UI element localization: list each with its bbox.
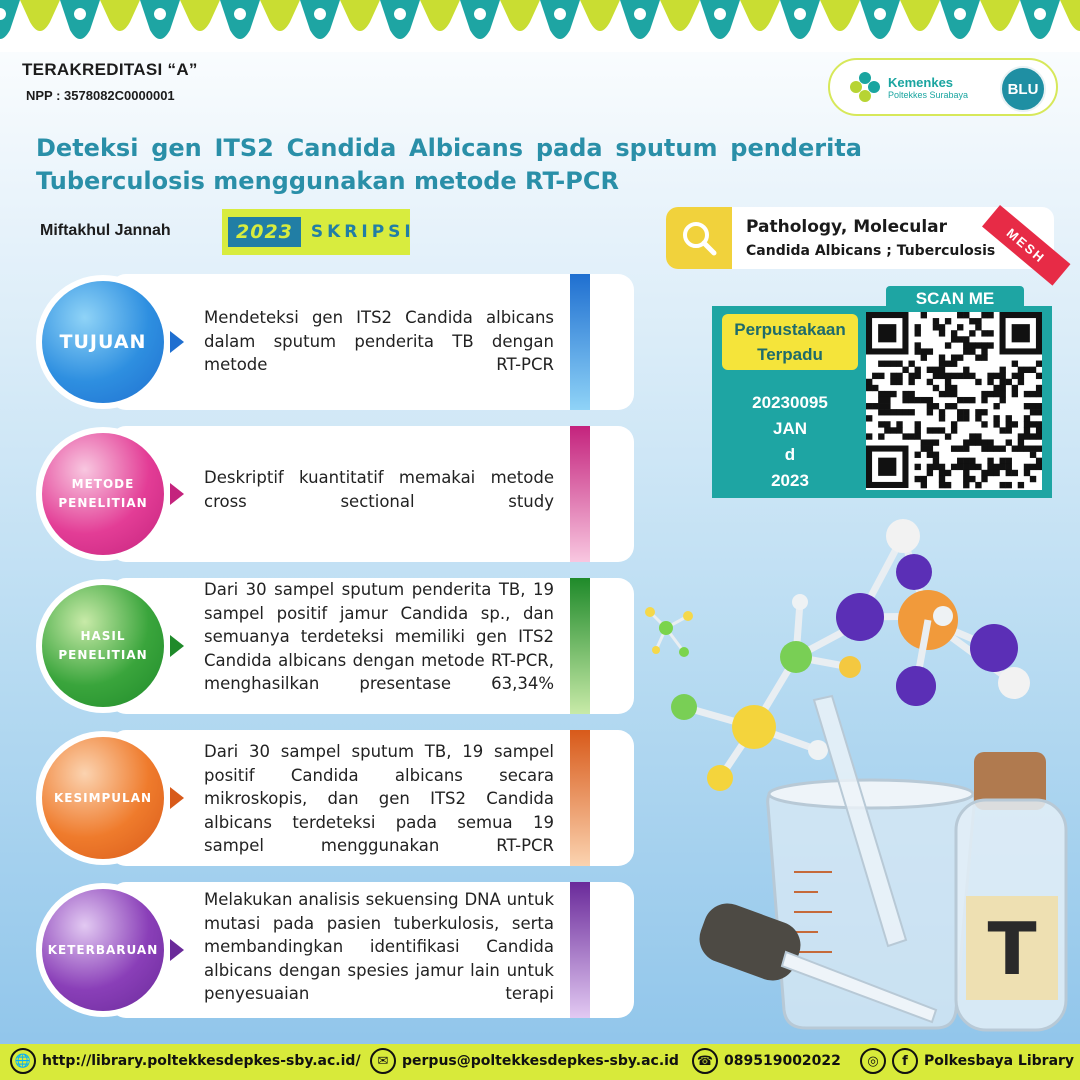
mesh-term-primary: Pathology, Molecular	[746, 217, 948, 237]
call-number	[722, 390, 858, 494]
section-card	[110, 274, 634, 410]
section-card	[110, 426, 634, 562]
section-accent-bar	[570, 274, 590, 410]
section-badge	[36, 883, 170, 1017]
badge-type: SKRIPSI	[310, 222, 415, 242]
footer-social-link[interactable]: Polkesbaya Library	[924, 1053, 1075, 1069]
mesh-term-secondary: Candida Albicans ; Tuberculosis	[746, 243, 996, 259]
section-accent-bar	[570, 730, 590, 866]
library-badge: Perpustakaan Terpadu	[722, 314, 858, 370]
section-pointer	[170, 635, 184, 657]
logo-name: Kemenkes	[888, 74, 954, 90]
footer-bar	[0, 1044, 1080, 1080]
section-label: KESIMPULAN	[42, 737, 164, 859]
footer-phone-link[interactable]: 089519002022	[724, 1053, 841, 1069]
section-pointer	[170, 787, 184, 809]
section-text: Dari 30 sampel sputum penderita TB, 19 sampel positif jamur Candida sp., dan semuanya terdeteksi memiliki gen ITS2 Candida albicans dengan metode RT-PCR, menghasilkan presentase 63,34%	[204, 580, 554, 693]
qr-code[interactable]	[866, 312, 1042, 490]
search-icon	[666, 207, 732, 269]
email-icon: ✉	[370, 1048, 396, 1074]
section-card	[110, 578, 634, 714]
facebook-icon: f	[892, 1048, 918, 1074]
section-pointer	[170, 483, 184, 505]
footer-email-link[interactable]: perpus@poltekkesdepkes-sby.ac.id	[402, 1053, 679, 1069]
section-badge	[36, 579, 170, 713]
section-card	[110, 730, 634, 866]
section-text: Melakukan analisis sekuensing DNA untuk mutasi pada pasien tuberkulosis, serta membandingkan identifikasi Candida albicans dengan spesies jamur lain untuk penyesuaian terapi	[204, 890, 554, 1003]
section-accent-bar	[570, 426, 590, 562]
section-badge	[36, 275, 170, 409]
author-name: Miftakhul Jannah	[40, 222, 171, 239]
call-number-line: 2023	[771, 471, 809, 490]
decorative-border	[0, 0, 1080, 52]
page-title: Deteksi gen ITS2 Candida Albicans pada sputum penderita Tuberculosis menggunakan metode RT-PCR	[36, 134, 862, 195]
section-label: METODE PENELITIAN	[42, 433, 164, 555]
section-card	[110, 882, 634, 1018]
scan-me-label: SCAN ME	[886, 286, 1024, 312]
lab-illustration	[636, 500, 1080, 1044]
whatsapp-icon: ☎	[692, 1048, 718, 1074]
section-accent-bar	[570, 578, 590, 714]
svg-text:T: T	[987, 907, 1037, 991]
section-label: HASIL PENELITIAN	[42, 585, 164, 707]
section-label: TUJUAN	[42, 281, 164, 403]
section-text: Deskriptif kuantitatif memakai metode cross sectional study	[204, 468, 554, 511]
npp-number: NPP : 3578082C0000001	[26, 88, 175, 103]
section-pointer	[170, 939, 184, 961]
instagram-icon: ◎	[860, 1048, 886, 1074]
logo-subtitle: Poltekkes Surabaya	[888, 89, 969, 100]
section-label: KETERBARUAN	[42, 889, 164, 1011]
section-badge	[36, 427, 170, 561]
accreditation-block	[22, 60, 198, 103]
call-number-line: 20230095	[752, 393, 828, 412]
globe-icon: 🌐	[10, 1048, 36, 1074]
section-text: Mendeteksi gen ITS2 Candida albicans dalam sputum penderita TB dengan metode RT-PCR	[204, 308, 554, 374]
section-text: Dari 30 sampel sputum TB, 19 sampel positif Candida albicans secara mikroskopis, dan gen ITS2 Candida albicans terdeteksi pada semua 19 sampel menggunakan RT-PCR	[204, 742, 554, 855]
badge-year: 2023	[228, 217, 301, 247]
mesh-ribbon: MESH	[982, 205, 1070, 286]
call-number-line: d	[784, 445, 796, 464]
institution-logo	[828, 58, 1058, 116]
call-number-line: JAN	[772, 419, 807, 438]
blu-logo: BLU	[1000, 66, 1046, 112]
footer-website-link[interactable]: http://library.poltekkesdepkes-sby.ac.id/	[42, 1053, 361, 1069]
kemenkes-logo-icon	[848, 70, 882, 104]
accreditation-label: TERAKREDITASI “A”	[22, 60, 198, 79]
section-pointer	[170, 331, 184, 353]
year-badge	[222, 209, 415, 255]
section-badge	[36, 731, 170, 865]
section-accent-bar	[570, 882, 590, 1018]
